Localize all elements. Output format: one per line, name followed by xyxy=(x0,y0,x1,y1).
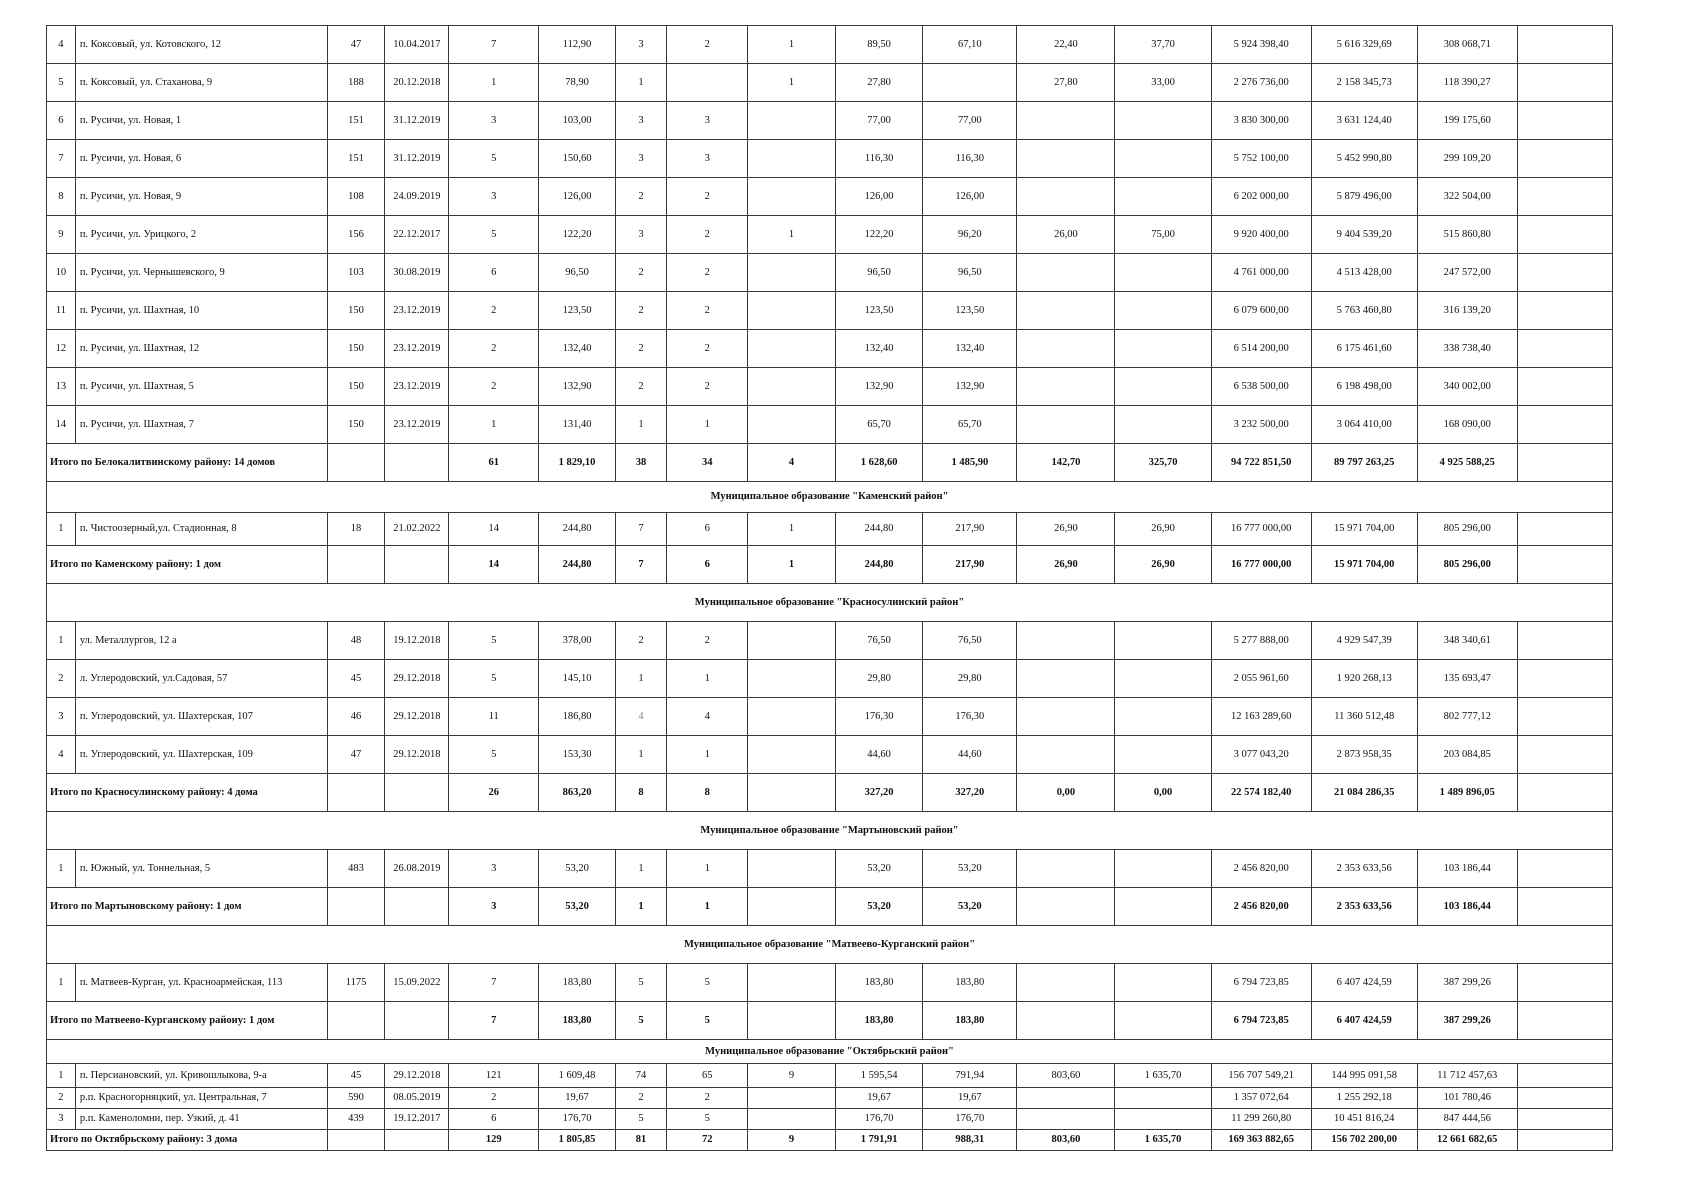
total-row: Итого по Мартыновскому району: 1 дом 3 53,20 1 1 53,20 53,20 2 456 820,00 2 353 633,56 103 186,44 xyxy=(47,888,1613,926)
table-row: 1 п. Чистоозерный,ул. Стадионная, 8 18 21.02.2022 14 244,80 7 6 1 244,80 217,90 26,90 26,90 16 777 000,00 15 971 704,00 805 296,00 xyxy=(47,513,1613,546)
section-title: Муниципальное образование "Октябрьский район" xyxy=(47,1040,1613,1064)
address-cell: п. Углеродовский, ул. Шахтерская, 109 xyxy=(75,736,327,774)
table-row: 8 п. Русичи, ул. Новая, 9 108 24.09.2019 3 126,00 2 2 126,00 126,00 6 202 000,00 5 879 496,00 322 504,00 xyxy=(47,178,1613,216)
total-row: Итого по Каменскому району: 1 дом 14 244,80 7 6 1 244,80 217,90 26,90 26,90 16 777 000,00 15 971 704,00 805 296,00 xyxy=(47,546,1613,584)
address-cell: п. Русичи, ул. Новая, 1 xyxy=(75,102,327,140)
section-header-row xyxy=(47,1040,1613,1064)
total-label: Итого по Белокалитвинскому району: 14 домов xyxy=(47,444,328,482)
table-row: 4 п. Коксовый, ул. Котовского, 12 47 10.04.2017 7 112,90 3 2 1 89,50 67,10 22,40 37,70 5 924 398,40 5 616 329,69 308 068,71 xyxy=(47,26,1613,64)
address-cell: л. Углеродовский, ул.Садовая, 57 xyxy=(75,660,327,698)
table-row: 14 п. Русичи, ул. Шахтная, 7 150 23.12.2019 1 131,40 1 1 65,70 65,70 3 232 500,00 3 064 410,00 168 090,00 xyxy=(47,406,1613,444)
total-row: Итого по Красносулинскому району: 4 дома 26 863,20 8 8 327,20 327,20 0,00 0,00 22 574 182,40 21 084 286,35 1 489 896,05 xyxy=(47,774,1613,812)
table-row: 5 п. Коксовый, ул. Стаханова, 9 188 20.12.2018 1 78,90 1 1 27,80 27,80 33,00 2 276 736,00 2 158 345,73 118 390,27 xyxy=(47,64,1613,102)
table-row: 10 п. Русичи, ул. Чернышевского, 9 103 30.08.2019 6 96,50 2 2 96,50 96,50 4 761 000,00 4 513 428,00 247 572,00 xyxy=(47,254,1613,292)
table-row: 1 ул. Металлургов, 12 а 48 19.12.2018 5 378,00 2 2 76,50 76,50 5 277 888,00 4 929 547,39 348 340,61 xyxy=(47,622,1613,660)
section-header-row xyxy=(47,812,1613,850)
section-title: Муниципальное образование "Мартыновский район" xyxy=(47,812,1613,850)
section-header-row xyxy=(47,482,1613,513)
address-cell: р.п. Каменоломни, пер. Узкий, д. 41 xyxy=(75,1109,327,1130)
address-cell: п. Русичи, ул. Чернышевского, 9 xyxy=(75,254,327,292)
housing-resettlement-table xyxy=(46,25,1613,1151)
table-row: 13 п. Русичи, ул. Шахтная, 5 150 23.12.2019 2 132,90 2 2 132,90 132,90 6 538 500,00 6 198 498,00 340 002,00 xyxy=(47,368,1613,406)
section-title: Муниципальное образование "Матвеево-Курганский район" xyxy=(47,926,1613,964)
table-row: 3 п. Углеродовский, ул. Шахтерская, 107 46 29.12.2018 11 186,80 4 4 176,30 176,30 12 163 289,60 11 360 512,48 802 777,12 xyxy=(47,698,1613,736)
address-cell: п. Персиановский, ул. Кривошлыкова, 9-а xyxy=(75,1064,327,1088)
table-row: 12 п. Русичи, ул. Шахтная, 12 150 23.12.2019 2 132,40 2 2 132,40 132,40 6 514 200,00 6 175 461,60 338 738,40 xyxy=(47,330,1613,368)
table-row: 3 р.п. Каменоломни, пер. Узкий, д. 41 439 19.12.2017 6 176,70 5 5 176,70 176,70 11 299 260,80 10 451 816,24 847 444,56 xyxy=(47,1109,1613,1130)
total-row: Итого по Матвеево-Курганскому району: 1 дом 7 183,80 5 5 183,80 183,80 6 794 723,85 6 407 424,59 387 299,26 xyxy=(47,1002,1613,1040)
total-label: Итого по Октябрьскому району: 3 дома xyxy=(47,1130,328,1151)
address-cell: п. Коксовый, ул. Котовского, 12 xyxy=(75,26,327,64)
address-cell: п. Коксовый, ул. Стаханова, 9 xyxy=(75,64,327,102)
address-cell: п. Русичи, ул. Шахтная, 12 xyxy=(75,330,327,368)
address-cell: п. Углеродовский, ул. Шахтерская, 107 xyxy=(75,698,327,736)
address-cell: п. Матвеев-Курган, ул. Красноармейская, 113 xyxy=(75,964,327,1002)
section-header-row xyxy=(47,926,1613,964)
total-label: Итого по Каменскому району: 1 дом xyxy=(47,546,328,584)
total-label: Итого по Красносулинскому району: 4 дома xyxy=(47,774,328,812)
address-cell: п. Русичи, ул. Новая, 9 xyxy=(75,178,327,216)
table-row: 1 п. Южный, ул. Тоннельная, 5 483 26.08.2019 3 53,20 1 1 53,20 53,20 2 456 820,00 2 353 633,56 103 186,44 xyxy=(47,850,1613,888)
address-cell: ул. Металлургов, 12 а xyxy=(75,622,327,660)
address-cell: п. Русичи, ул. Новая, 6 xyxy=(75,140,327,178)
table-row: 1 п. Матвеев-Курган, ул. Красноармейская, 113 1175 15.09.2022 7 183,80 5 5 183,80 183,80 6 794 723,85 6 407 424,59 387 299,26 xyxy=(47,964,1613,1002)
address-cell: п. Русичи, ул. Урицкого, 2 xyxy=(75,216,327,254)
table-row: 9 п. Русичи, ул. Урицкого, 2 156 22.12.2017 5 122,20 3 2 1 122,20 96,20 26,00 75,00 9 920 400,00 9 404 539,20 515 860,80 xyxy=(47,216,1613,254)
section-title: Муниципальное образование "Красносулинский район" xyxy=(47,584,1613,622)
table-row: 11 п. Русичи, ул. Шахтная, 10 150 23.12.2019 2 123,50 2 2 123,50 123,50 6 079 600,00 5 763 460,80 316 139,20 xyxy=(47,292,1613,330)
section-header-row xyxy=(47,584,1613,622)
table-row: 4 п. Углеродовский, ул. Шахтерская, 109 47 29.12.2018 5 153,30 1 1 44,60 44,60 3 077 043,20 2 873 958,35 203 084,85 xyxy=(47,736,1613,774)
total-row: Итого по Белокалитвинскому району: 14 домов 61 1 829,10 38 34 4 1 628,60 1 485,90 142,70 325,70 94 722 851,50 89 797 263,25 4 925 588,25 xyxy=(47,444,1613,482)
address-cell: п. Русичи, ул. Шахтная, 5 xyxy=(75,368,327,406)
address-cell: р.п. Красногорняцкий, ул. Центральная, 7 xyxy=(75,1088,327,1109)
address-cell: п. Чистоозерный,ул. Стадионная, 8 xyxy=(75,513,327,546)
address-cell: п. Русичи, ул. Шахтная, 10 xyxy=(75,292,327,330)
table-row: 7 п. Русичи, ул. Новая, 6 151 31.12.2019 5 150,60 3 3 116,30 116,30 5 752 100,00 5 452 990,80 299 109,20 xyxy=(47,140,1613,178)
address-cell: п. Южный, ул. Тоннельная, 5 xyxy=(75,850,327,888)
table-row: 2 л. Углеродовский, ул.Садовая, 57 45 29.12.2018 5 145,10 1 1 29,80 29,80 2 055 961,60 1 920 268,13 135 693,47 xyxy=(47,660,1613,698)
table-row: 2 р.п. Красногорняцкий, ул. Центральная, 7 590 08.05.2019 2 19,67 2 2 19,67 19,67 1 357 072,64 1 255 292,18 101 780,46 xyxy=(47,1088,1613,1109)
table-row: 1 п. Персиановский, ул. Кривошлыкова, 9-а 45 29.12.2018 121 1 609,48 74 65 9 1 595,54 791,94 803,60 1 635,70 156 707 549,21 144 995 091,58 11 712 457,63 xyxy=(47,1064,1613,1088)
table-row: 6 п. Русичи, ул. Новая, 1 151 31.12.2019 3 103,00 3 3 77,00 77,00 3 830 300,00 3 631 124,40 199 175,60 xyxy=(47,102,1613,140)
section-title: Муниципальное образование "Каменский район" xyxy=(47,482,1613,513)
total-row: Итого по Октябрьскому району: 3 дома 129 1 805,85 81 72 9 1 791,91 988,31 803,60 1 635,70 169 363 882,65 156 702 200,00 12 661 682,65 xyxy=(47,1130,1613,1151)
address-cell: п. Русичи, ул. Шахтная, 7 xyxy=(75,406,327,444)
total-label: Итого по Матвеево-Курганскому району: 1 дом xyxy=(47,1002,328,1040)
total-label: Итого по Мартыновскому району: 1 дом xyxy=(47,888,328,926)
